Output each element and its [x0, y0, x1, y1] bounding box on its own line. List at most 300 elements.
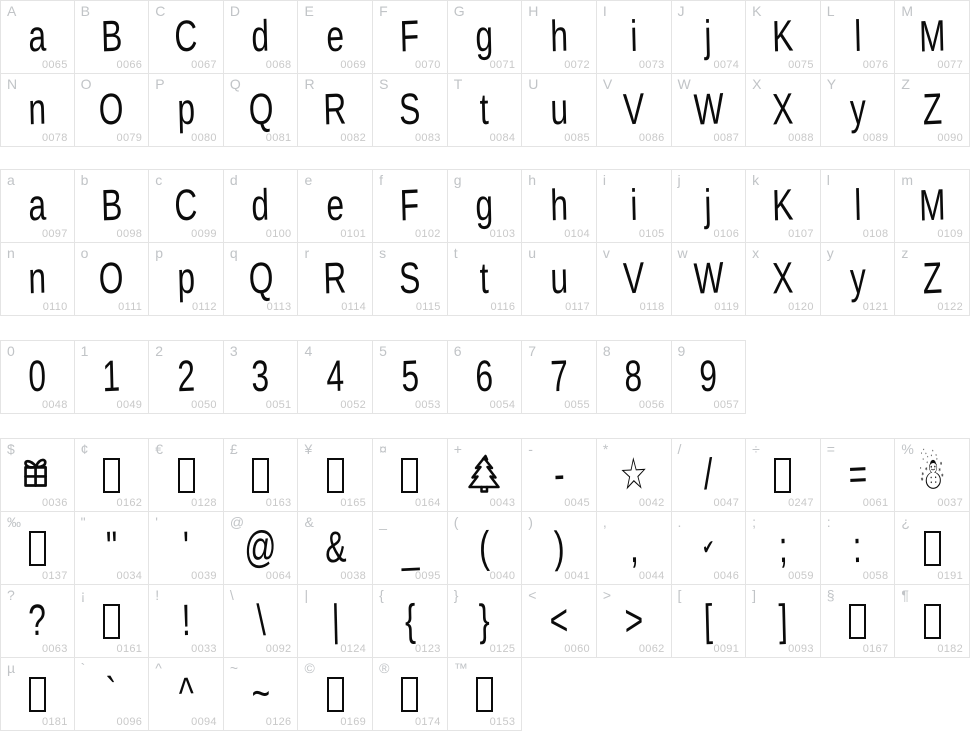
- glyph-cell: [149, 438, 224, 512]
- glyph-cell: [672, 243, 747, 316]
- cell-char-label: _: [379, 514, 387, 530]
- glyph-cell: [672, 169, 747, 243]
- cell-char-label: k: [752, 172, 760, 188]
- cell-code: 0114: [341, 301, 367, 313]
- cell-code: 0174: [415, 716, 441, 728]
- cell-code: 0107: [788, 228, 814, 240]
- cell-code: 0096: [116, 716, 143, 728]
- glyph: e: [325, 180, 345, 231]
- glyph-cell: [672, 74, 747, 147]
- cell-char-label: N: [7, 76, 18, 92]
- cell-char-label: -: [528, 441, 533, 457]
- glyph-cell: [522, 74, 597, 147]
- cell-code: 0162: [116, 497, 143, 509]
- cell-char-label: *: [602, 441, 609, 457]
- glyph: (: [478, 522, 491, 573]
- cell-char-label: n: [7, 245, 15, 261]
- cell-char-label: .: [677, 514, 682, 530]
- cell-code: 0082: [340, 132, 367, 144]
- glyph: [: [703, 595, 714, 646]
- glyph-cell: [149, 243, 224, 316]
- cell-char-label: o: [80, 245, 89, 261]
- cell-char-label: 4: [304, 343, 313, 359]
- glyph: B: [100, 11, 123, 62]
- glyph-cell: [746, 585, 821, 658]
- cell-char-label: C: [155, 3, 166, 19]
- cell-char-label: %: [901, 441, 914, 457]
- glyph: 8: [624, 351, 644, 402]
- glyph-cell: [373, 658, 448, 731]
- glyph-cell: [75, 243, 150, 316]
- glyph-cell: [0, 340, 75, 414]
- cell-char-label: ;: [752, 514, 757, 530]
- cell-char-label: ¶: [901, 587, 909, 603]
- glyph-cell: [746, 512, 821, 585]
- glyph: Z: [921, 253, 943, 304]
- cell-char-label: M: [901, 3, 914, 19]
- glyph-cell: [373, 243, 448, 316]
- cell-code: 0094: [191, 716, 217, 728]
- cell-char-label: ,: [602, 514, 607, 530]
- glyph-cell: [224, 169, 299, 243]
- glyph: ): [553, 522, 565, 573]
- cell-char-label: ™: [453, 660, 468, 676]
- cell-code: 0098: [116, 228, 143, 240]
- cell-code: 0050: [191, 399, 217, 411]
- cell-char-label: (: [453, 514, 459, 530]
- missing-glyph-box: [401, 677, 418, 712]
- glyph: y: [849, 253, 867, 304]
- glyph: M: [918, 180, 946, 231]
- cell-char-label: u: [528, 245, 537, 261]
- glyph: y: [849, 84, 867, 135]
- glyph-cell: [0, 169, 75, 243]
- glyph: V: [622, 253, 645, 304]
- missing-glyph-box: [327, 677, 344, 712]
- glyph-cell: [75, 169, 150, 243]
- cell-code: 0070: [415, 59, 441, 71]
- cell-char-label: :: [826, 514, 831, 530]
- glyph-cell: [75, 438, 150, 512]
- cell-char-label: t: [453, 245, 458, 261]
- cell-code: 0122: [937, 301, 963, 313]
- glyph-cell: [821, 169, 896, 243]
- cell-char-label: h: [528, 172, 537, 188]
- cell-code: 0036: [41, 497, 68, 509]
- glyph: O: [98, 84, 125, 135]
- glyph-cell: [373, 512, 448, 585]
- cell-char-label: S: [379, 76, 389, 92]
- cell-code: 0119: [714, 301, 740, 313]
- glyph: a: [27, 11, 47, 62]
- glyph-cell: [224, 658, 299, 731]
- missing-glyph-box: [401, 458, 418, 493]
- cell-code: 0057: [713, 399, 740, 411]
- cell-char-label: ¥: [304, 441, 313, 457]
- glyph: ^: [177, 668, 195, 719]
- cell-char-label: L: [826, 3, 835, 19]
- cell-code: 0118: [639, 301, 665, 313]
- glyph-cell: [298, 585, 373, 658]
- cell-char-label: e: [304, 172, 313, 188]
- cell-char-label: &: [304, 514, 314, 530]
- glyph-cell: [298, 243, 373, 316]
- glyph: l: [853, 11, 862, 62]
- cell-code: 0105: [638, 228, 665, 240]
- cell-code: 0191: [937, 570, 963, 582]
- cell-code: 0053: [415, 399, 441, 411]
- cell-code: 0086: [638, 132, 665, 144]
- glyph-cell: [298, 438, 373, 512]
- glyph: K: [771, 180, 795, 231]
- glyph-cell: [522, 512, 597, 585]
- cell-code: 0048: [41, 399, 68, 411]
- glyph: 0: [27, 351, 47, 402]
- cell-code: 0104: [564, 228, 590, 240]
- cell-char-label: ): [528, 514, 533, 530]
- cell-code: 0083: [415, 132, 441, 144]
- missing-glyph-box: [29, 677, 46, 712]
- glyph: S: [398, 253, 422, 304]
- glyph: M: [918, 11, 946, 62]
- missing-glyph-box: [103, 604, 120, 639]
- glyph-cell: [224, 585, 299, 658]
- cell-char-label: 2: [155, 343, 164, 359]
- cell-char-label: 3: [229, 343, 238, 359]
- cell-char-label: c: [155, 172, 163, 188]
- glyph: 2: [176, 351, 196, 402]
- glyph-cell: [448, 243, 523, 316]
- cell-code: 0038: [340, 570, 367, 582]
- glyph: d: [251, 11, 271, 62]
- glyph-cell: [895, 74, 970, 147]
- cell-char-label: +: [453, 441, 462, 457]
- cell-char-label: I: [602, 3, 607, 19]
- cell-code: 0080: [191, 132, 217, 144]
- star-glyph: ☆: [618, 449, 649, 500]
- glyph-cell: [895, 512, 970, 585]
- cell-code: 0041: [564, 570, 590, 582]
- glyph: i: [629, 180, 638, 231]
- glyph-cell: [448, 512, 523, 585]
- cell-char-label: ^: [155, 660, 162, 676]
- glyph: 6: [475, 351, 494, 402]
- cell-code: 0065: [41, 59, 68, 71]
- glyph-cell: [224, 0, 299, 74]
- glyph-cell: [821, 512, 896, 585]
- glyph-cell: [746, 74, 821, 147]
- cell-code: 0128: [191, 497, 217, 509]
- cell-code: 0090: [937, 132, 963, 144]
- glyph-cell: [298, 74, 373, 147]
- glyph: g: [475, 180, 494, 231]
- glyph-cell: [373, 0, 448, 74]
- cell-char-label: z: [901, 245, 909, 261]
- glyph: :: [852, 522, 863, 573]
- glyph: `: [105, 668, 118, 719]
- glyph: !: [180, 595, 192, 646]
- glyph: C: [173, 180, 199, 231]
- cell-code: 0059: [788, 570, 814, 582]
- glyph-cell: [597, 438, 672, 512]
- glyph-cell: [149, 74, 224, 147]
- cell-char-label: !: [155, 587, 160, 603]
- glyph-cell: [149, 658, 224, 731]
- glyph: d: [251, 180, 271, 231]
- glyph-cell: [75, 74, 150, 147]
- glyph: g: [475, 11, 494, 62]
- cell-code: 0044: [638, 570, 665, 582]
- cell-char-label: D: [229, 3, 240, 19]
- block-uppercase: [0, 0, 970, 147]
- cell-code: 0099: [191, 228, 217, 240]
- cell-char-label: £: [229, 441, 238, 457]
- glyph: ?: [27, 595, 47, 646]
- glyph: F: [399, 11, 421, 62]
- cell-char-label: P: [155, 76, 165, 92]
- glyph-cell: [448, 340, 523, 414]
- missing-glyph-box: [849, 604, 866, 639]
- glyph-cell: [75, 585, 150, 658]
- glyph-cell: [149, 512, 224, 585]
- cell-code: 0074: [713, 59, 740, 71]
- cell-char-label: 9: [677, 343, 686, 359]
- block-digits: [0, 340, 970, 414]
- glyph-cell: [448, 585, 523, 658]
- glyph-cell: [895, 243, 970, 316]
- glyph: }: [478, 595, 491, 646]
- glyph-cell: [224, 438, 299, 512]
- glyph: S: [398, 84, 422, 135]
- cell-char-label: Q: [229, 76, 241, 92]
- glyph-cell: [522, 438, 597, 512]
- glyph: R: [323, 84, 348, 135]
- glyph-cell: [895, 438, 970, 512]
- glyph-cell: [298, 0, 373, 74]
- glyph-cell: [821, 243, 896, 316]
- cell-code: 0052: [340, 399, 367, 411]
- cell-code: 0088: [788, 132, 814, 144]
- cell-char-label: a: [7, 172, 15, 188]
- glyph: W: [692, 84, 724, 135]
- cell-code: 0110: [42, 301, 68, 313]
- cell-char-label: W: [677, 76, 691, 92]
- cell-char-label: w: [677, 245, 688, 261]
- cell-char-label: ÷: [752, 441, 760, 457]
- cell-code: 0062: [638, 643, 665, 655]
- cell-code: 0072: [564, 59, 590, 71]
- cell-char-label: x: [752, 245, 760, 261]
- cell-char-label: f: [379, 172, 383, 188]
- cell-code: 0092: [265, 643, 292, 655]
- glyph-cell: [373, 438, 448, 512]
- cell-code: 0081: [265, 132, 292, 144]
- glyph: h: [549, 180, 569, 231]
- glyph-cell: [0, 0, 75, 74]
- cell-code: 0079: [116, 132, 143, 144]
- cell-code: 0115: [415, 301, 441, 313]
- glyph-cell: [821, 74, 896, 147]
- glyph: \: [255, 595, 266, 646]
- cell-code: 0056: [638, 399, 665, 411]
- missing-glyph-box: [924, 531, 941, 566]
- glyph-cell: [298, 658, 373, 731]
- cell-char-label: r: [304, 245, 310, 261]
- cell-char-label: v: [602, 245, 610, 261]
- cell-char-label: R: [304, 76, 315, 92]
- cell-code: 0101: [340, 228, 367, 240]
- cell-code: 0121: [862, 301, 889, 313]
- glyph-cell: [0, 438, 75, 512]
- missing-glyph-box: [178, 458, 195, 493]
- cell-code: 0075: [788, 59, 814, 71]
- cell-code: 0039: [191, 570, 217, 582]
- cell-char-label: `: [80, 660, 86, 676]
- missing-glyph-box: [252, 458, 269, 493]
- cell-char-label: ": [80, 514, 86, 530]
- cell-char-label: 0: [7, 343, 15, 359]
- cell-char-label: €: [155, 441, 164, 457]
- cell-char-label: 6: [453, 343, 462, 359]
- cell-char-label: |: [304, 587, 309, 603]
- glyph-cell: [448, 438, 523, 512]
- glyph-cell: [672, 340, 747, 414]
- cell-code: 0112: [191, 301, 217, 313]
- cell-char-label: p: [155, 245, 164, 261]
- glyph-cell: [224, 512, 299, 585]
- glyph: p: [176, 253, 196, 304]
- glyph-cell: [149, 585, 224, 658]
- christmas-tree-icon: [462, 453, 506, 497]
- cell-char-label: Y: [826, 76, 837, 92]
- glyph-cell: [373, 74, 448, 147]
- cell-char-label: K: [752, 3, 762, 19]
- cell-char-label: <: [528, 587, 537, 603]
- cell-code: 0073: [638, 59, 665, 71]
- cell-char-label: =: [826, 441, 835, 457]
- cell-char-label: j: [677, 172, 681, 188]
- cell-code: 0077: [937, 59, 963, 71]
- glyph-cell: [522, 169, 597, 243]
- glyph: 3: [251, 351, 271, 402]
- cell-code: 0124: [340, 643, 367, 655]
- glyph: u: [549, 253, 569, 304]
- glyph: &: [324, 522, 347, 573]
- glyph: e: [325, 11, 345, 62]
- glyph: 1: [101, 351, 121, 402]
- cell-code: 0181: [41, 716, 68, 728]
- block-symbols: [0, 438, 970, 731]
- cell-code: 0076: [862, 59, 889, 71]
- missing-glyph-box: [924, 604, 941, 639]
- cell-code: 0091: [713, 643, 740, 655]
- glyph: /: [703, 449, 714, 500]
- glyph: |: [330, 595, 340, 646]
- cell-char-label: @: [229, 514, 245, 530]
- cell-code: 0247: [788, 497, 814, 509]
- glyph: a: [27, 180, 47, 231]
- cell-code: 0051: [265, 399, 292, 411]
- glyph-cell: [0, 74, 75, 147]
- glyph-cell: [821, 438, 896, 512]
- glyph: ': [182, 522, 190, 573]
- glyph: j: [704, 11, 713, 62]
- cell-char-label: G: [453, 3, 465, 19]
- cell-code: 0061: [862, 497, 889, 509]
- cell-code: 0089: [862, 132, 889, 144]
- cell-char-label: 1: [80, 343, 89, 359]
- cell-code: 0163: [265, 497, 292, 509]
- glyph: 7: [549, 351, 569, 402]
- cell-code: 0125: [489, 643, 516, 655]
- glyph-cell: [0, 512, 75, 585]
- glyph-cell: [224, 74, 299, 147]
- cell-code: 0034: [116, 570, 143, 582]
- glyph-cell: [597, 340, 672, 414]
- glyph: B: [100, 180, 123, 231]
- cell-code: 0137: [41, 570, 68, 582]
- glyph-cell: [821, 585, 896, 658]
- glyph-cell: [522, 243, 597, 316]
- cell-char-label: H: [528, 3, 539, 19]
- cell-char-label: ?: [7, 587, 15, 603]
- glyph: ": [105, 522, 118, 573]
- cell-char-label: d: [229, 172, 238, 188]
- cell-code: 0084: [489, 132, 516, 144]
- cell-code: 0040: [489, 570, 516, 582]
- cell-code: 0093: [788, 643, 814, 655]
- glyph-cell: [672, 585, 747, 658]
- glyph-cell: [522, 0, 597, 74]
- cell-char-label: ‰: [7, 514, 21, 530]
- cell-char-label: §: [826, 587, 835, 603]
- glyph: u: [549, 84, 569, 135]
- cell-code: 0046: [713, 570, 740, 582]
- cell-char-label: ©: [304, 660, 315, 676]
- glyph: n: [27, 253, 47, 304]
- glyph-cell: [75, 658, 150, 731]
- cell-code: 0071: [489, 59, 516, 71]
- cell-char-label: J: [677, 3, 685, 19]
- cell-code: 0103: [489, 228, 516, 240]
- cell-code: 0087: [713, 132, 740, 144]
- cell-char-label: }: [453, 587, 459, 603]
- cell-char-label: 8: [602, 343, 611, 359]
- cell-code: 0116: [490, 301, 516, 313]
- block-lowercase: [0, 169, 970, 316]
- cell-code: 0095: [415, 570, 441, 582]
- cell-char-label: ¢: [80, 441, 89, 457]
- cell-char-label: g: [453, 172, 462, 188]
- glyph-cell: [224, 340, 299, 414]
- cell-char-label: >: [602, 587, 612, 603]
- cell-code: 0085: [564, 132, 590, 144]
- cell-char-label: X: [752, 76, 762, 92]
- cell-char-label: s: [379, 245, 387, 261]
- cell-code: 0058: [862, 570, 889, 582]
- cell-code: 0064: [265, 570, 292, 582]
- cell-char-label: 7: [528, 343, 537, 359]
- missing-glyph-box: [327, 458, 344, 493]
- glyph-cell: [746, 0, 821, 74]
- cell-char-label: q: [229, 245, 238, 261]
- cell-code: 0182: [937, 643, 963, 655]
- cell-char-label: ¡: [80, 587, 86, 603]
- cell-char-label: ]: [752, 587, 757, 603]
- glyph: Z: [921, 84, 943, 135]
- cell-code: 0055: [564, 399, 590, 411]
- glyph-cell: [298, 169, 373, 243]
